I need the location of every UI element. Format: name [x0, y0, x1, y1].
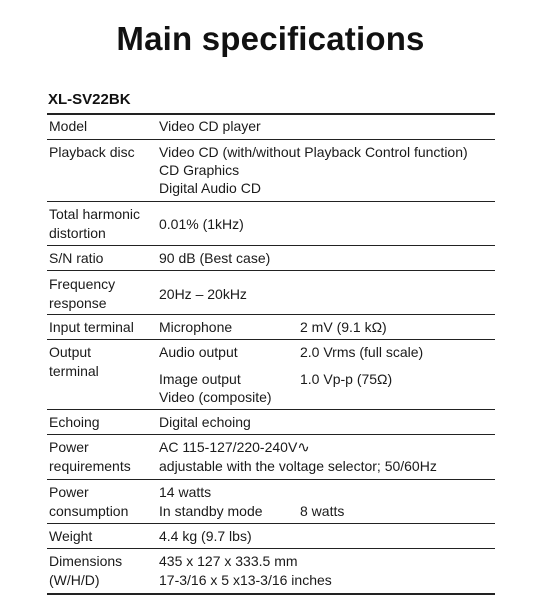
power-req-voltage-text: AC 115-127/220-240V: [159, 439, 298, 455]
row-power-req-value-1: [159, 438, 310, 458]
row-playback-disc-value-2: CD Graphics: [159, 162, 240, 178]
row-divider: [47, 314, 495, 315]
row-thd-value: 0.01% (1kHz): [159, 216, 244, 232]
row-dimensions-label-1: Dimensions: [49, 553, 123, 569]
row-power-req-label-2: requirements: [49, 458, 131, 474]
row-output-image-item-2: Video (composite): [159, 389, 272, 405]
row-model-label: Model: [49, 118, 88, 134]
row-divider: [47, 479, 495, 480]
row-divider: [47, 270, 495, 271]
row-frequency-value: 20Hz – 20kHz: [159, 286, 247, 302]
row-frequency-label-1: Frequency: [49, 276, 116, 292]
row-output-audio-spec: 2.0 Vrms (full scale): [300, 344, 424, 360]
row-power-cons-standby-spec: 8 watts: [300, 503, 345, 519]
page-title: Main specifications: [116, 20, 425, 57]
row-divider: [47, 523, 495, 524]
row-input-label: Input terminal: [49, 319, 134, 335]
row-input-spec: 2 mV (9.1 kΩ): [300, 319, 387, 335]
row-playback-disc-value-3: Digital Audio CD: [159, 180, 261, 196]
row-thd-label-1: Total harmonic: [49, 206, 141, 222]
model-code: XL-SV22BK: [48, 91, 131, 108]
row-divider: [47, 434, 495, 435]
row-echoing-label: Echoing: [49, 414, 100, 430]
row-power-cons-standby-item: In standby mode: [159, 503, 263, 519]
row-divider: [47, 245, 495, 246]
row-input-item: Microphone: [159, 319, 233, 335]
row-thd-label-2: distortion: [49, 225, 106, 241]
row-power-cons-value: 14 watts: [159, 484, 212, 500]
row-playback-disc-value-1: Video CD (with/without Playback Control function): [159, 144, 468, 160]
row-power-req-label-1: Power: [49, 439, 89, 455]
row-weight-value: 4.4 kg (9.7 lbs): [159, 528, 252, 544]
row-power-req-value-2: adjustable with the voltage selector; 50/60Hz: [159, 458, 437, 474]
row-weight-label: Weight: [49, 528, 93, 544]
row-divider: [47, 409, 495, 410]
row-sn-value: 90 dB (Best case): [159, 250, 271, 266]
row-output-image-spec: 1.0 Vp-p (75Ω): [300, 371, 393, 387]
table-top-rule: [47, 113, 495, 115]
row-output-image-item-1: Image output: [159, 371, 241, 387]
row-output-label-1: Output: [49, 344, 92, 360]
row-output-audio-item: Audio output: [159, 344, 238, 360]
row-dimensions-label-2: (W/H/D): [49, 572, 100, 588]
ac-symbol-icon: ∿: [297, 439, 310, 456]
row-power-cons-label-1: Power: [49, 484, 89, 500]
row-echoing-value: Digital echoing: [159, 414, 251, 430]
row-model-value: Video CD player: [159, 118, 261, 134]
row-playback-disc-label: Playback disc: [49, 144, 135, 160]
row-divider: [47, 139, 495, 140]
row-power-cons-label-2: consumption: [49, 503, 129, 519]
row-sn-label: S/N ratio: [49, 250, 104, 266]
row-output-label-2: terminal: [49, 363, 99, 379]
row-divider: [47, 548, 495, 549]
row-divider: [47, 201, 495, 202]
row-divider: [47, 339, 495, 340]
row-dimensions-value-2: 17-3/16 x 5 x13-3/16 inches: [159, 572, 332, 588]
table-bottom-rule: [47, 593, 495, 595]
row-frequency-label-2: response: [49, 295, 107, 311]
row-dimensions-value-1: 435 x 127 x 333.5 mm: [159, 553, 298, 569]
